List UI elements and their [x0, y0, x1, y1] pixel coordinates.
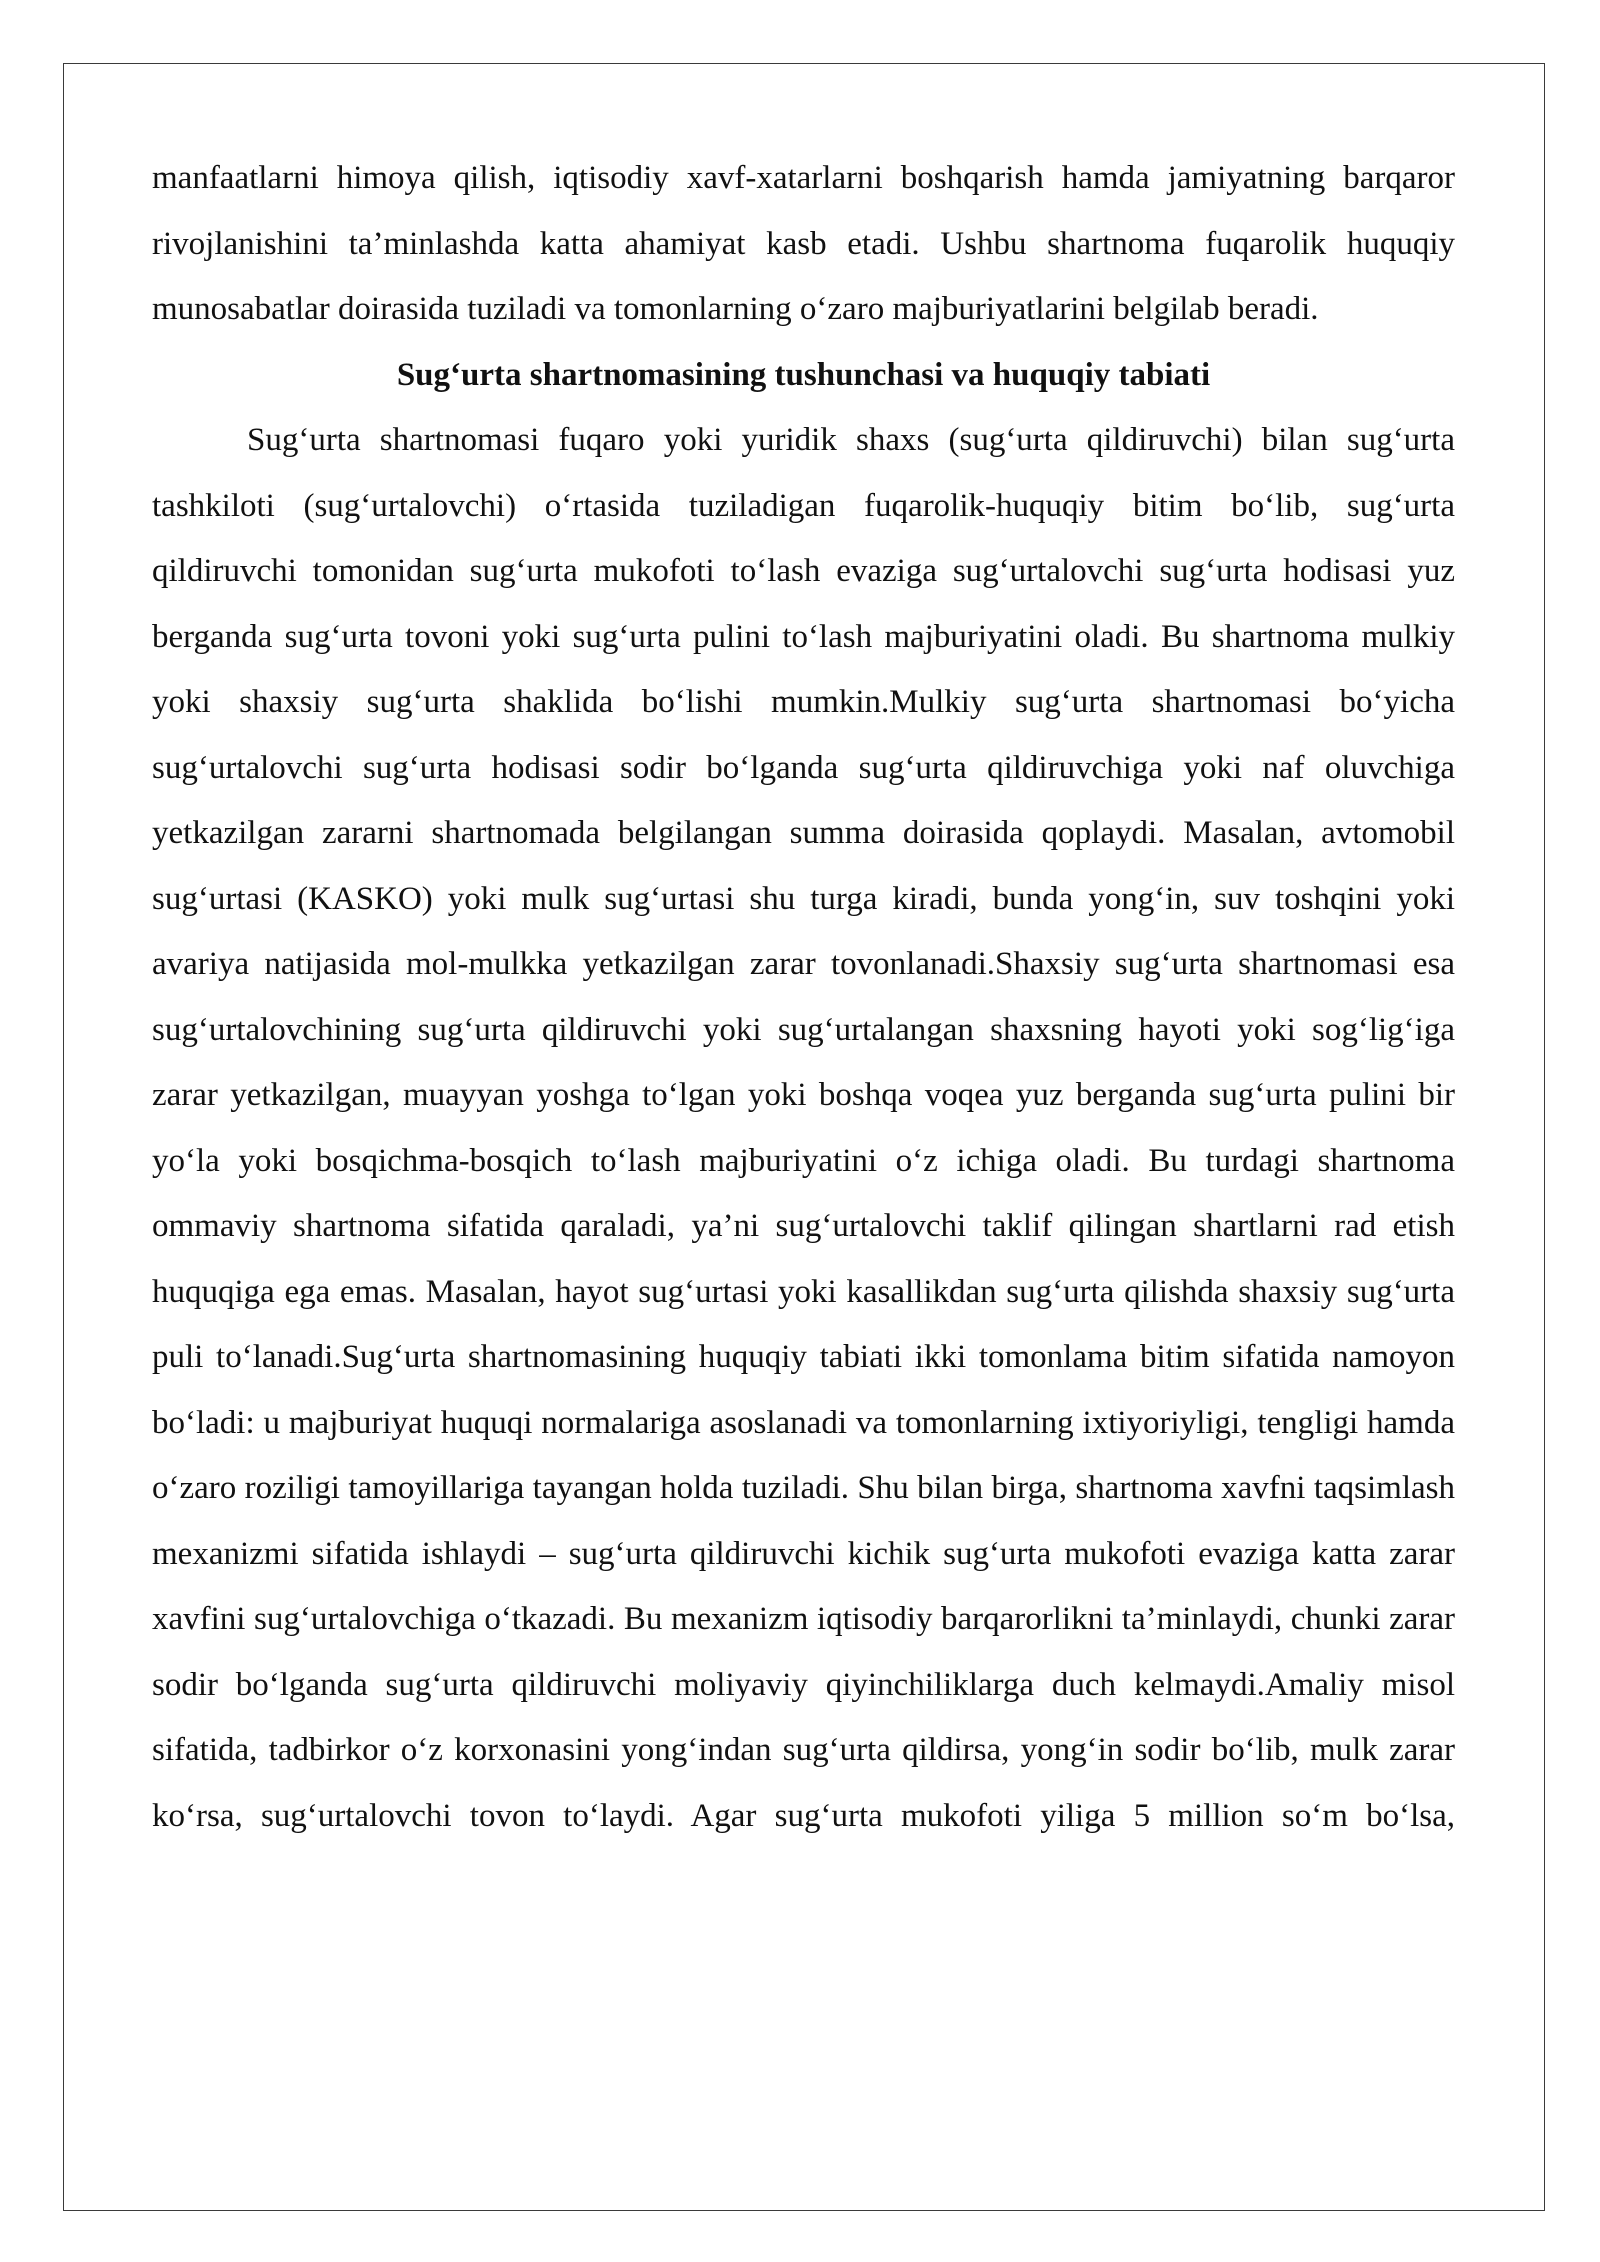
body-paragraph: Sug‘urta shartnomasi fuqaro yoki yuridik shaxs (sug‘urta qildiruvchi) bilan sug‘urta tashkiloti (sug‘urtalovchi) o‘rtasida tuziladigan fuqarolik-huquqiy bitim bo‘lib, sug‘urta qildiruvchi tomonidan sug‘urta mukofoti to‘lash evaziga sug‘urtalovchi sug‘urta hodisasi yuz berganda sug‘urta tovoni yoki sug‘urta pulini to‘lash majburiyatini oladi. Bu shartnoma mulkiy yoki shaxsiy sug‘urta shaklida bo‘lishi mumkin.Mulkiy sug‘urta shartnomasi bo‘yicha sug‘urtalovchi sug‘urta hodisasi sodir bo‘lganda sug‘urta qildiruvchiga yoki naf oluvchiga yetkazilgan zararni shartnomada belgilangan summa doirasida qoplaydi. Masalan, avtomobil sug‘urtasi (KASKO) yoki mulk sug‘urtasi shu turga kiradi, bunda yong‘in, suv toshqini yoki avariya natijasida mol-mulkka yetkazilgan zarar tovonlanadi.Shaxsiy sug‘urta shartnomasi esa sug‘urtalovchining sug‘urta qildiruvchi yoki sug‘urtalangan shaxsning hayoti yoki sog‘lig‘iga zarar yetkazilgan, muayyan yoshga to‘lgan yoki boshqa voqea yuz berganda sug‘urta pulini bir yo‘la yoki bosqichma-bosqich to‘lash majburiyatini o‘z ichiga oladi. Bu turdagi shartnoma ommaviy shartnoma sifatida qaraladi, ya’ni sug‘urtalovchi taklif qilingan shartlarni rad etish huquqiga ega emas. Masalan, hayot sug‘urtasi yoki kasallikdan sug‘urta qilishda shaxsiy sug‘urta puli to‘lanadi.Sug‘urta shartnomasining huquqiy tabiati ikki tomonlama bitim sifatida namoyon bo‘ladi: u majburiyat huquqi normalariga asoslanadi va tomonlarning ixtiyoriyligi, tengligi hamda o‘zaro roziligi tamoyillariga tayangan holda tuziladi. Shu bilan birga, shartnoma xavfni taqsimlash mexanizmi sifatida ishlaydi – sug‘urta qildiruvchi kichik sug‘urta mukofoti evaziga katta zarar xavfini sug‘urtalovchiga o‘tkazadi. Bu mexanizm iqtisodiy barqarorlikni ta’minlaydi, chunki zarar sodir bo‘lganda sug‘urta qildiruvchi moliyaviy qiyinchiliklarga duch kelmaydi.Amaliy misol sifatida, tadbirkor o‘z korxonasini yong‘indan sug‘urta qildirsa, yong‘in sodir bo‘lib, mulk zarar ko‘rsa, sug‘urtalovchi tovon to‘laydi. Agar sug‘urta mukofoti yiliga 5 million so‘m bo‘lsa,: [152, 422, 1455, 1834]
intro-paragraph: manfaatlarni himoya qilish, iqtisodiy xavf-xatarlarni boshqarish hamda jamiyatning barqaror rivojlanishini ta’minlashda katta ahamiyat kasb etadi. Ushbu shartnoma fuqarolik huquqiy munosabatlar doirasida tuziladi va tomonlarning o‘zaro majburiyatlarini belgilab beradi.: [152, 160, 1455, 327]
document-body: [152, 146, 1455, 1849]
section-heading: Sug‘urta shartnomasining tushunchasi va huquqiy tabiati: [396, 356, 1211, 393]
